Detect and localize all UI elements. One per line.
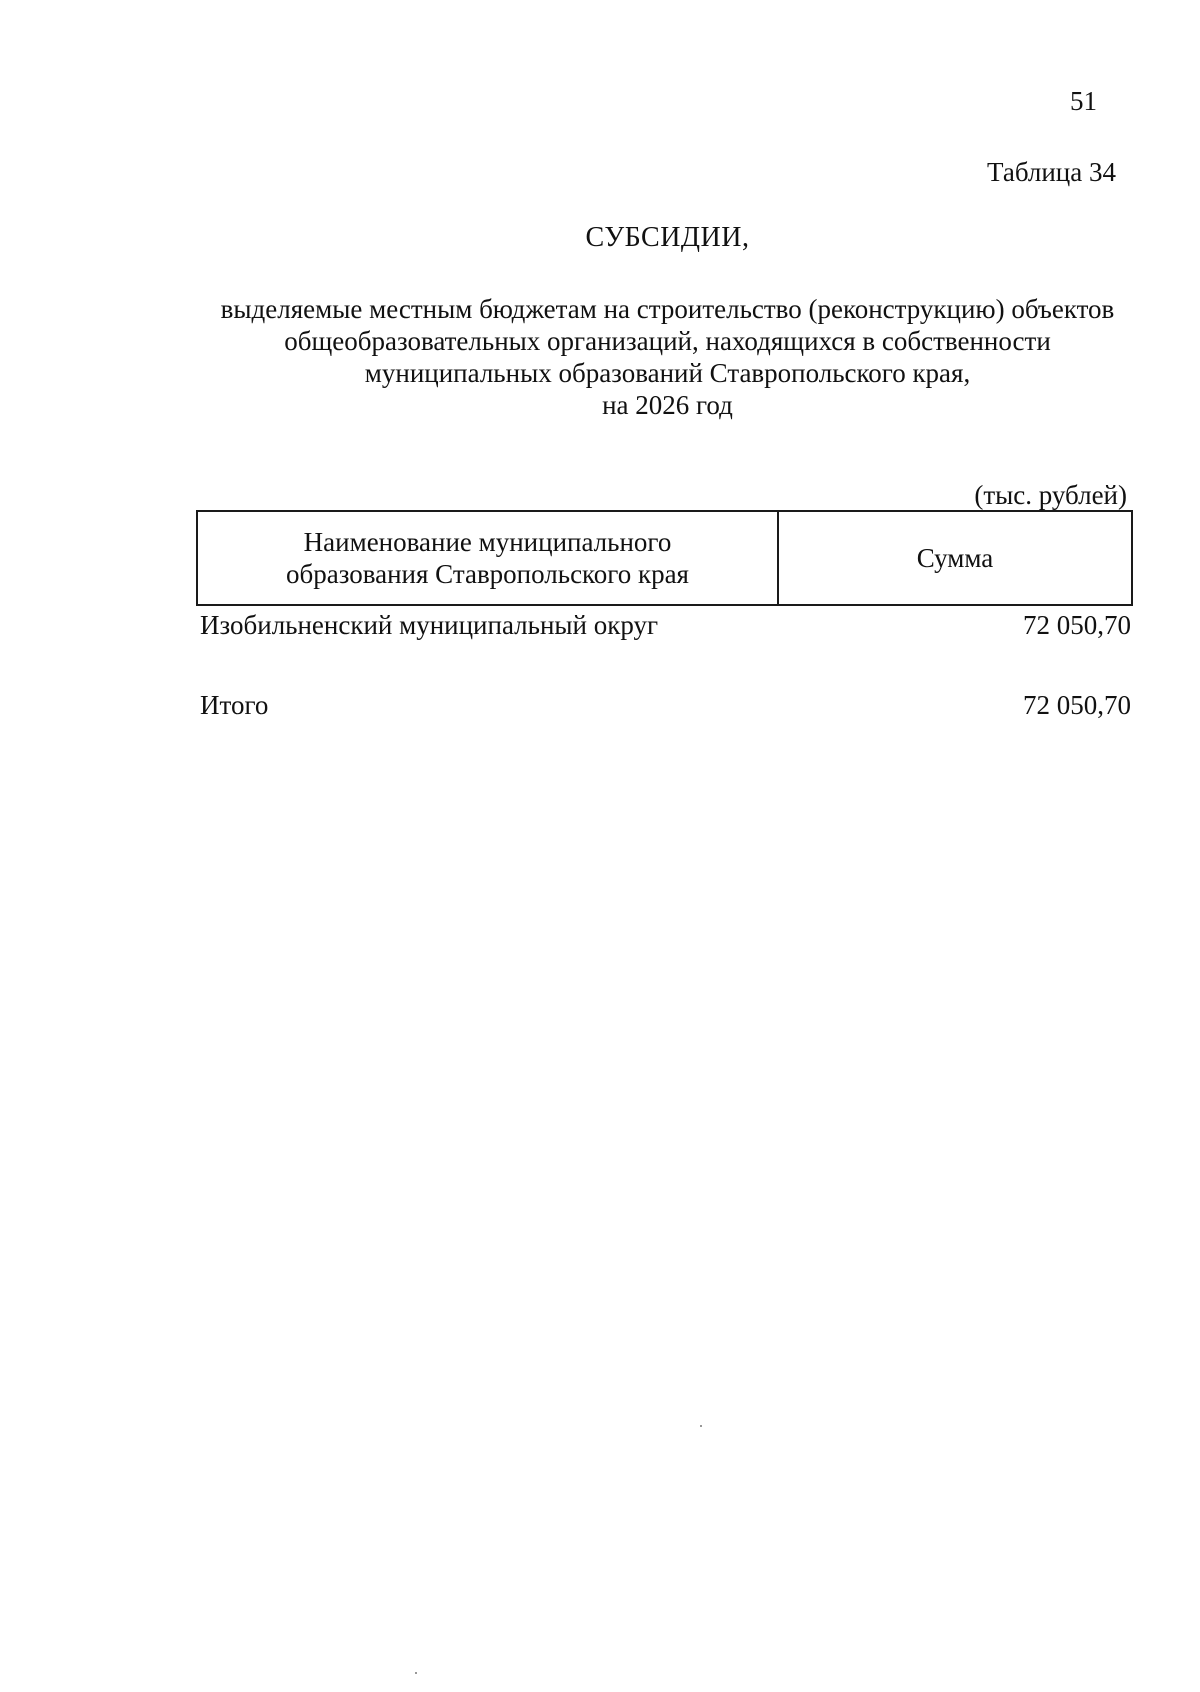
scan-speck bbox=[415, 1672, 417, 1674]
document-title: СУБСИДИИ, bbox=[585, 222, 750, 253]
table-label: Таблица 34 bbox=[987, 157, 1116, 187]
header-name-line: образования Ставропольского края bbox=[286, 559, 689, 589]
unit-note: (тыс. рублей) bbox=[974, 480, 1127, 510]
municipality-name: Изобильненский муниципальный округ bbox=[200, 610, 659, 640]
table-header bbox=[196, 510, 1133, 606]
page-number: 51 bbox=[1070, 86, 1097, 116]
document-subtitle bbox=[190, 293, 1145, 421]
header-sum-column: Сумма bbox=[916, 543, 994, 573]
header-name-column bbox=[198, 512, 779, 604]
subtitle-line: муниципальных образований Ставропольского края, bbox=[364, 358, 971, 388]
municipality-amount: 72 050,70 bbox=[1023, 610, 1131, 640]
scan-speck bbox=[700, 1425, 702, 1427]
table-row bbox=[200, 609, 1133, 641]
subtitle-line: общеобразовательных организаций, находящихся в собственности bbox=[284, 326, 1051, 356]
total-row bbox=[200, 689, 1133, 721]
subtitle-line: выделяемые местным бюджетам на строительство (реконструкцию) объектов bbox=[220, 294, 1115, 324]
header-name-line: Наименование муниципального bbox=[303, 527, 672, 557]
subtitle-line: на 2026 год bbox=[602, 390, 733, 420]
total-label: Итого bbox=[200, 690, 269, 720]
total-amount: 72 050,70 bbox=[1023, 690, 1131, 720]
